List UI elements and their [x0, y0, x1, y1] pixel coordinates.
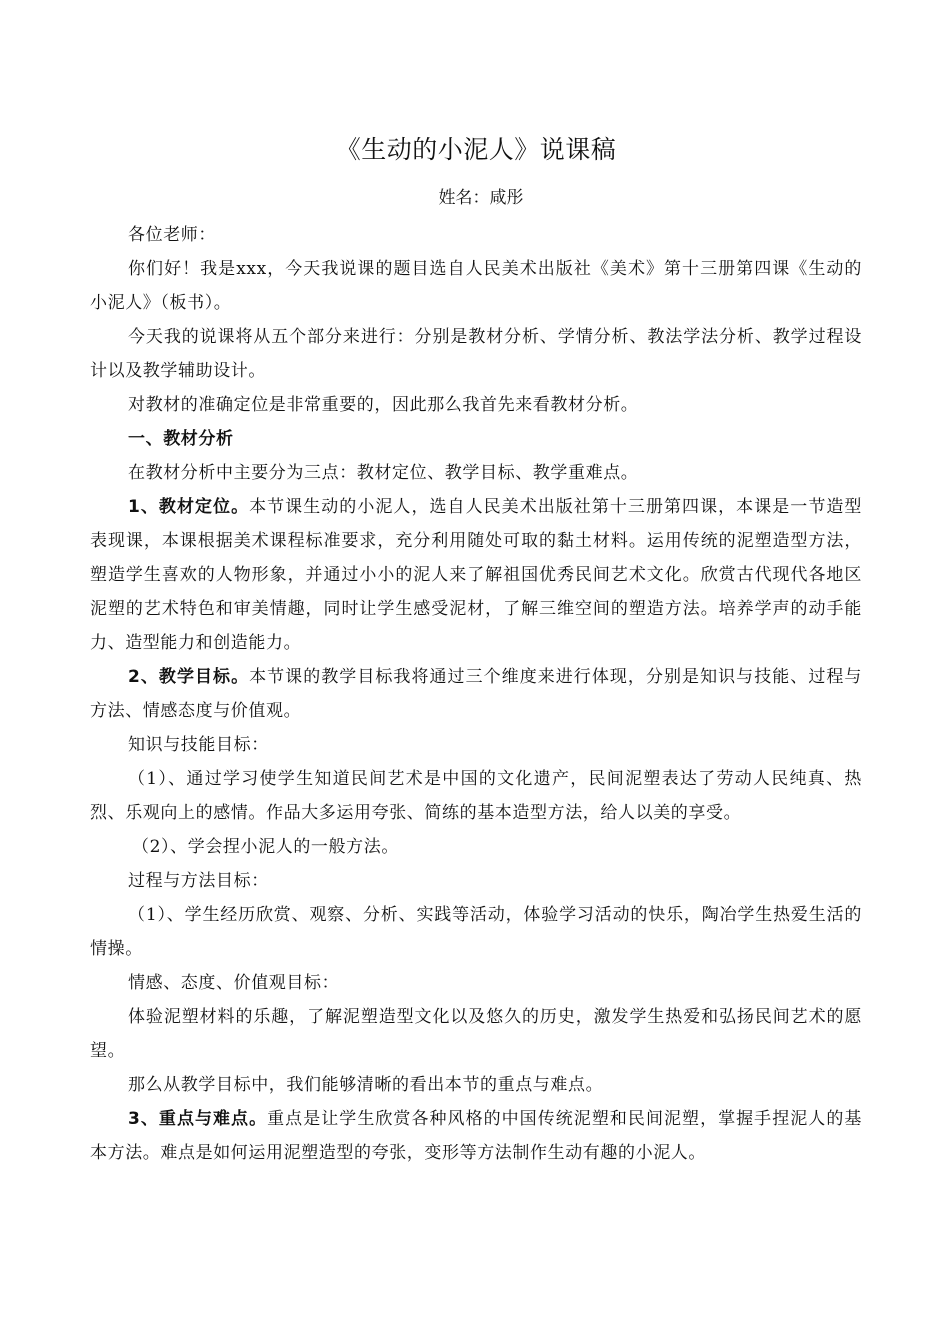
process-goal-1: （1）、学生经历欣赏、观察、分析、实践等活动，体验学习活动的快乐，陶冶学生热爱生活的情操。 — [90, 905, 862, 959]
intro-paragraph-2: 今天我的说课将从五个部分来进行：分别是教材分析、学情分析、教法学法分析、教学过程设计以及教学辅助设计。 — [90, 327, 862, 381]
point-1-label: 1、教材定位。 — [128, 497, 250, 517]
author-name: 姓名：咸彤 — [438, 188, 524, 208]
point-2-label: 2、教学目标。 — [128, 667, 250, 687]
emotion-goal-1: 体验泥塑材料的乐趣，了解泥塑造型文化以及悠久的历史，激发学生热爱和弘扬民间艺术的愿望。 — [90, 1007, 862, 1061]
document-title: 《生动的小泥人》说课稿 — [335, 135, 617, 164]
emotion-goals-heading: 情感、态度、价值观目标： — [128, 973, 340, 993]
knowledge-goals-heading: 知识与技能目标： — [128, 735, 269, 755]
greeting: 各位老师： — [128, 225, 216, 245]
point-textbook-position — [90, 490, 862, 660]
process-goals-heading: 过程与方法目标： — [128, 871, 269, 891]
point-3-label: 3、重点与难点。 — [128, 1109, 268, 1129]
point-3-text: 重点是让学生欣赏各种风格的中国传统泥塑和民间泥塑，掌握手捏泥人的基本方法。难点是如何运用泥塑造型的夸张，变形等方法制作生动有趣的小泥人。 — [90, 1109, 862, 1163]
intro-paragraph-3: 对教材的准确定位是非常重要的，因此那么我首先来看教材分析。 — [128, 395, 639, 415]
section-intro: 在教材分析中主要分为三点：教材定位、教学目标、教学重难点。 — [128, 463, 639, 483]
point-key-difficult — [90, 1102, 862, 1170]
knowledge-goal-1: （1）、通过学习使学生知道民间艺术是中国的文化遗产，民间泥塑表达了劳动人民纯真、热烈、乐观向上的感情。作品大多运用夸张、简练的基本造型方法，给人以美的享受。 — [90, 769, 862, 823]
document-page — [90, 130, 862, 1170]
point-teaching-goals — [90, 660, 862, 728]
knowledge-goal-2: （2）、学会捏小泥人的一般方法。 — [132, 837, 399, 857]
intro-paragraph-1: 你们好！我是xxx，今天我说课的题目选自人民美术出版社《美术》第十三册第四课《生动的小泥人》（板书）。 — [90, 259, 862, 313]
section-heading-textbook-analysis: 一、教材分析 — [128, 429, 234, 449]
point-2-text: 本节课的教学目标我将通过三个维度来进行体现，分别是知识与技能、过程与方法、情感态度与价值观。 — [90, 667, 862, 721]
transition-sentence: 那么从教学目标中，我们能够清晰的看出本节的重点与难点。 — [128, 1075, 604, 1095]
point-1-text: 本节课生动的小泥人，选自人民美术出版社第十三册第四课，本课是一节造型表现课，本课根据美术课程标准要求，充分利用随处可取的黏土材料。运用传统的泥塑造型方法，塑造学生喜欢的人物形象，并通过小小的泥人来了解祖国优秀民间艺术文化。欣赏古代现代各地区泥塑的艺术特色和审美情趣，同时让学生感受泥材，了解三维空间的塑造方法。培养学声的动手能力、造型能力和创造能力。 — [90, 497, 862, 653]
